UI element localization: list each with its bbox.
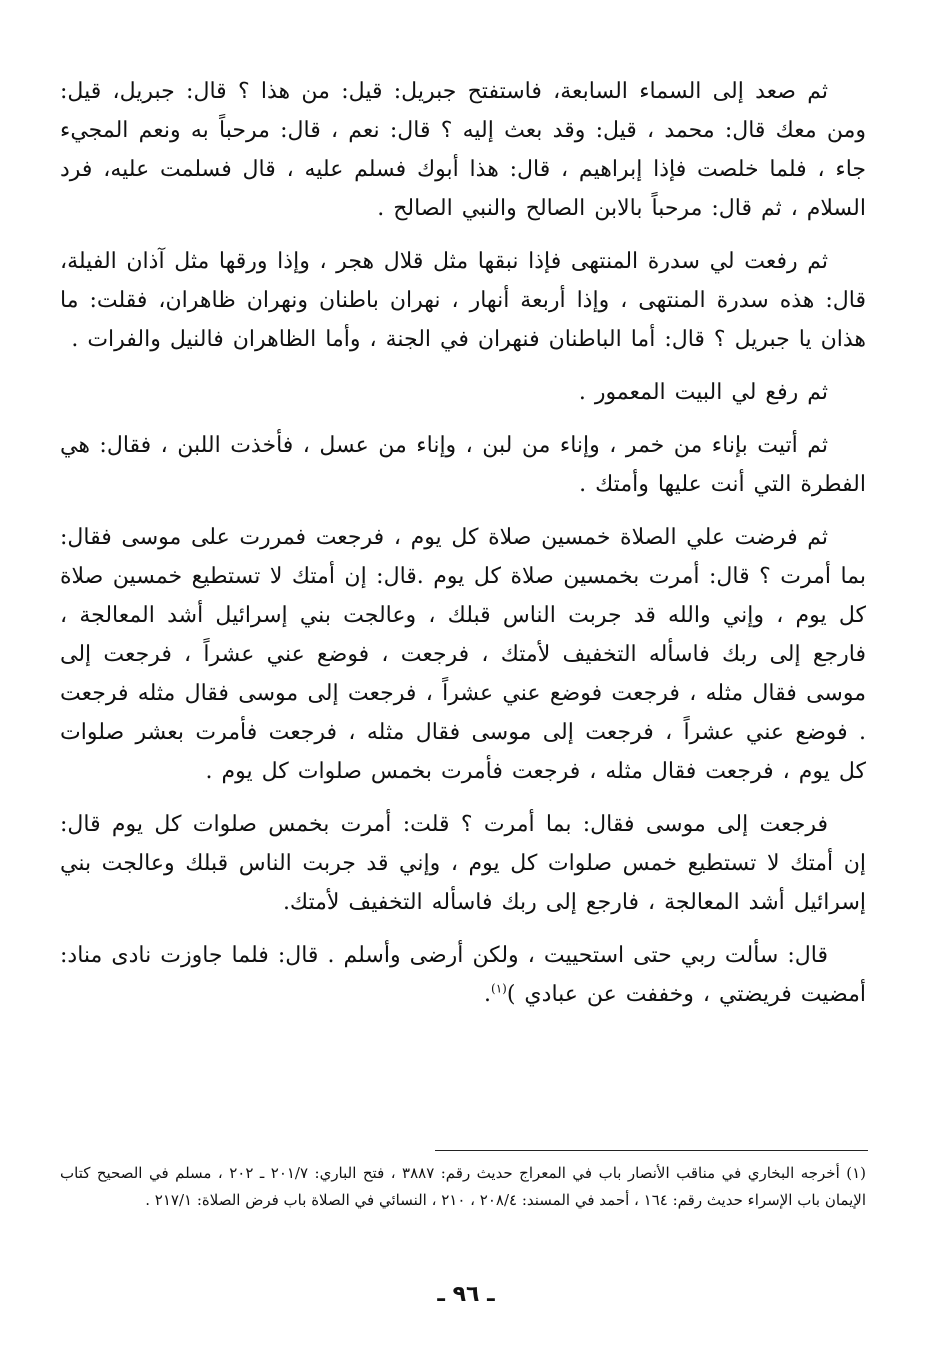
main-text: [60, 72, 866, 1028]
paragraph-final: قال: سألت ربي حتى استحييت ، ولكن أرضى وأسلم . قال: فلما جاوزت نادى مناد: أمضيت فريضتي ، وخففت عن عبادي )$^{(١)}$.: [60, 943, 866, 1007]
paragraph-bayt-al-mamur: ثم رفع لي البيت المعمور .: [578, 380, 828, 405]
paragraph-seventh-heaven: ثم صعد إلى السماء السابعة، فاستفتح جبريل: قيل: من هذا ؟ قال: جبريل، قيل: ومن معك قال: محمد ، قيل: وقد بعث إليه ؟ قال: نعم ، قال: مرحباً به ونعم المجيء جاء ، فلما خلصت فإذا إبراهيم ، قال: هذا أبوك فسلم عليه ، قال فسلمت عليه، فرد السلام ، ثم قال: مرحباً بالابن الصالح والنبي الصالح .: [60, 79, 866, 221]
paragraph-final-text: قال: سألت ربي حتى استحييت ، ولكن أرضى وأسلم . قال: فلما جاوزت نادى مناد: أمضيت فريضتي ، وخففت عن عبادي ): [60, 943, 866, 1007]
footnote-divider: [435, 1150, 868, 1151]
footnote-reference: (١): [491, 981, 507, 996]
paragraph-fifty-prayers: ثم فرضت علي الصلاة خمسين صلاة كل يوم ، فرجعت فمررت على موسى فقال: بما أمرت ؟ قال: أمرت بخمسين صلاة كل يوم .قال: إن أمتك لا تستطيع خمسين صلاة كل يوم ، وإني والله قد جربت الناس قبلك ، وعالجت بني إسرائيل أشد المعالجة ، فارجع إلى ربك فاسأله التخفيف لأمتك ، فرجعت ، فوضع عني عشراً ، فرجعت إلى موسى فقال مثله ، فرجعت فوضع عني عشراً ، فرجعت إلى موسى فقال مثله فرجعت . فوضع عني عشراً ، فرجعت إلى موسى فقال مثله ، فرجعت فأمرت بعشر صلوات كل يوم ، فرجعت فقال مثله ، فرجعت فأمرت بخمس صلوات كل يوم .: [60, 525, 866, 784]
paragraph-five-prayers: فرجعت إلى موسى فقال: بما أمرت ؟ قلت: أمرت بخمس صلوات كل يوم قال: إن أمتك لا تستطيع خمس صلوات كل يوم ، وإني قد جربت الناس قبلك وعالجت بني إسرائيل أشد المعالجة ، فارجع إلى ربك فاسأله التخفيف لأمتك.: [60, 812, 866, 915]
paragraph-sidrat-al-muntaha: ثم رفعت لي سدرة المنتهى فإذا نبقها مثل قلال هجر ، وإذا ورقها مثل آذان الفيلة، قال: هذه سدرة المنتهى ، وإذا أربعة أنهار ، نهران باطنان ونهران ظاهران، فقلت: ما هذان يا جبريل ؟ قال: أما الباطنان فنهران في الجنة ، وأما الظاهران فالنيل والفرات .: [60, 249, 866, 352]
paragraph-vessels: ثم أتيت بإناء من خمر ، وإناء من لبن ، وإناء من عسل ، فأخذت اللبن ، فقال: هي الفطرة التي أنت عليها وأمتك .: [60, 433, 866, 497]
page-number: ـ ٩٦ ـ: [437, 1282, 495, 1307]
footnote: (١) أخرجه البخاري في مناقب الأنصار باب في المعراج حديث رقم: ٣٨٨٧ ، فتح الباري: ٢٠١/٧ ـ ٢٠٢ ، مسلم في الصحيح كتاب الإيمان باب الإسراء حديث رقم: ١٦٤ ، أحمد في المسند: ٢٠٨/٤ ، ٢١٠ ، النسائي في الصلاة باب فرض الصلاة: ٢١٧/١ .: [60, 1164, 866, 1209]
